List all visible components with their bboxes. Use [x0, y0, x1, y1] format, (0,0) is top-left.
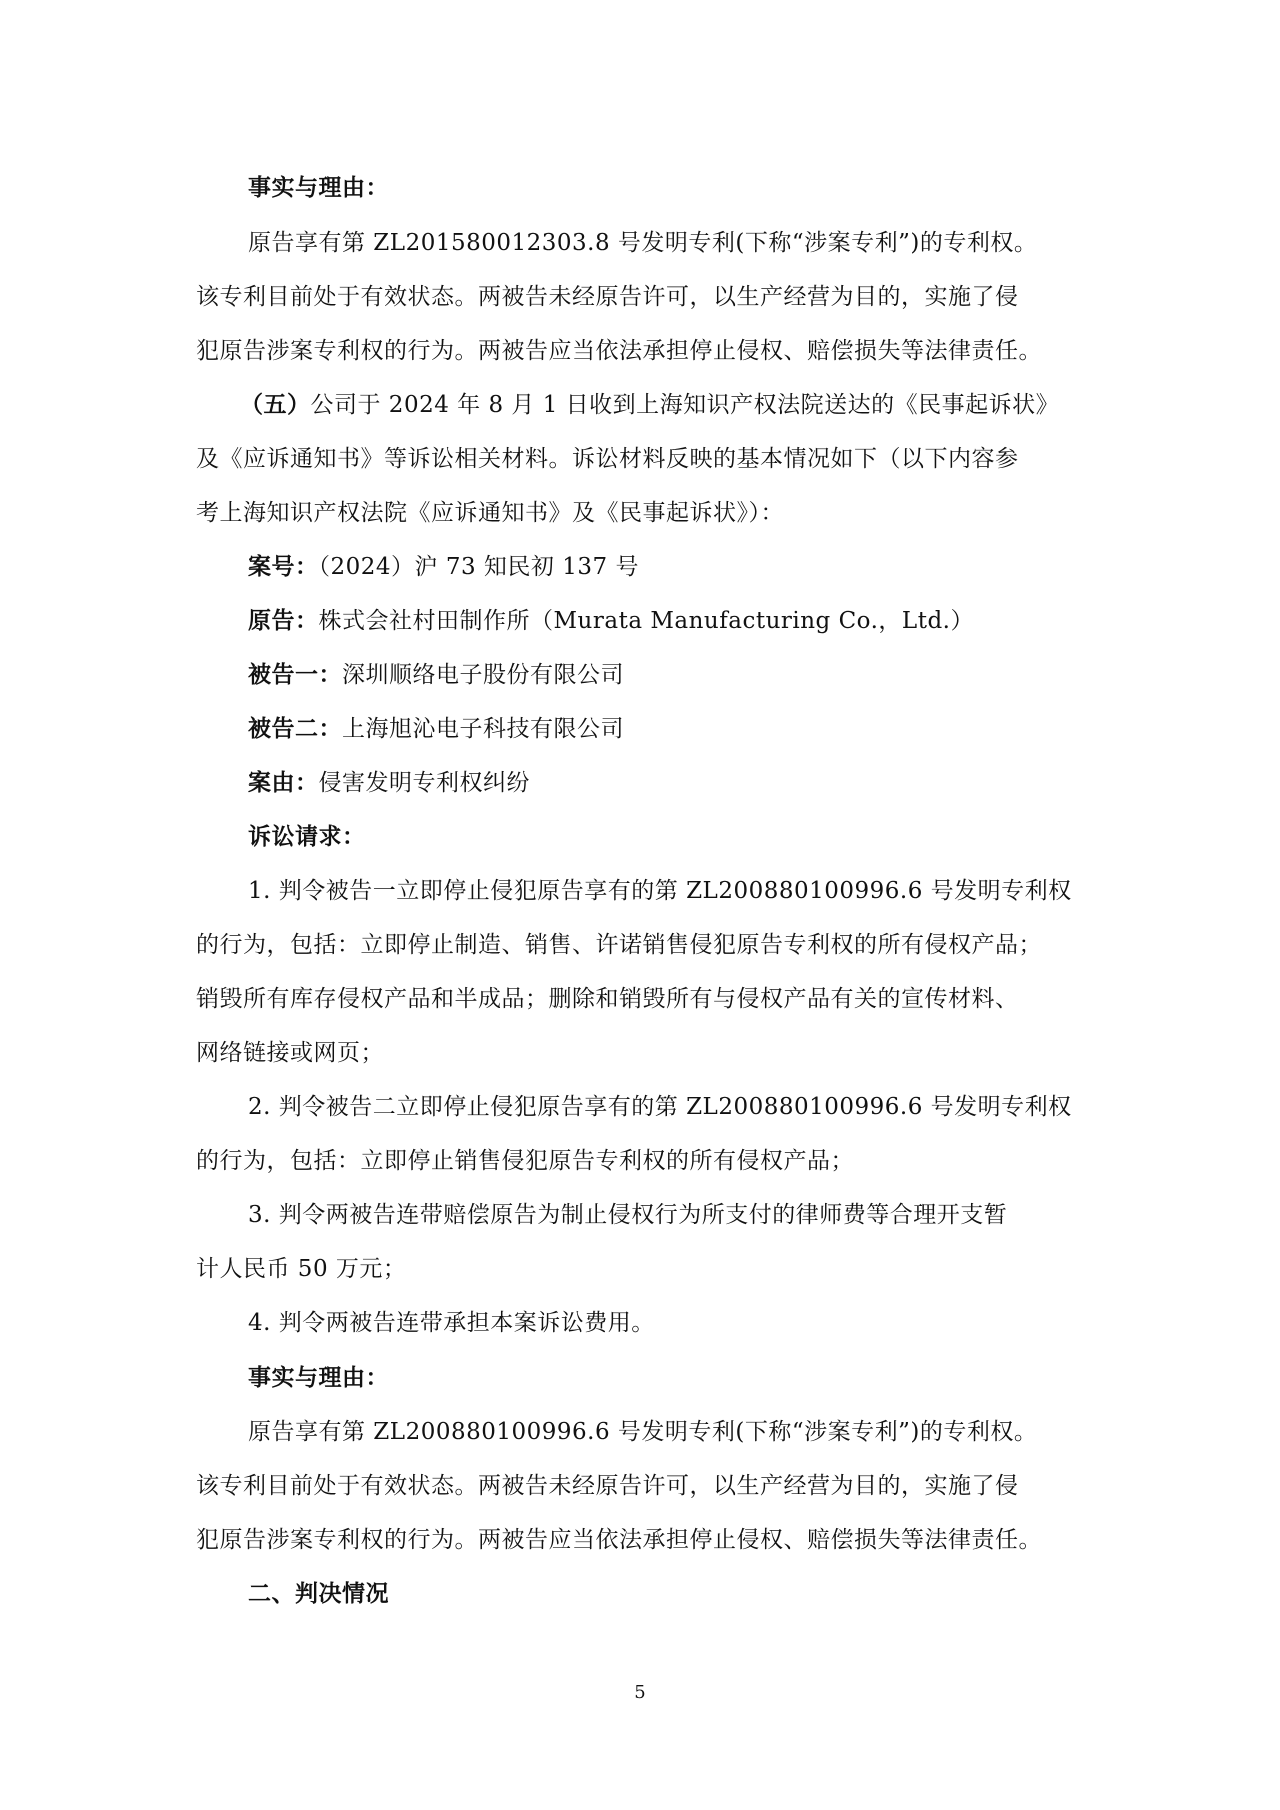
- defendant-two-label: 被告二：: [248, 716, 342, 742]
- section-marker: （五）: [240, 392, 311, 418]
- defendant-one: [248, 659, 1098, 691]
- plaintiff-value: 株式会社村田制作所（Murata Manufacturing Co.，Ltd.）: [318, 608, 974, 634]
- paragraph-line: 该专利目前处于有效状态。两被告未经原告许可，以生产经营为目的，实施了侵: [196, 1473, 1019, 1499]
- claim-line: 计人民币 50 万元；: [196, 1256, 407, 1282]
- paragraph-line: 及《应诉通知书》等诉讼相关材料。诉讼材料反映的基本情况如下（以下内容参: [196, 446, 1019, 472]
- defendant-one-label: 被告一：: [248, 662, 342, 688]
- claim-line: 的行为，包括：立即停止制造、销售、许诺销售侵犯原告专利权的所有侵权产品；: [196, 932, 1042, 958]
- paragraph-line: 犯原告涉案专利权的行为。两被告应当依法承担停止侵权、赔偿损失等法律责任。: [196, 338, 1042, 364]
- facts-heading: 事实与理由：: [248, 175, 389, 201]
- facts-heading: 事实与理由：: [248, 1365, 389, 1391]
- claim-line: 网络链接或网页；: [196, 1040, 384, 1066]
- notice-paragraph-first-line: [240, 389, 1140, 421]
- cause-value: 侵害发明专利权纠纷: [318, 770, 530, 796]
- paragraph-line: 考上海知识产权法院《应诉通知书》及《民事起诉状》）：: [196, 500, 784, 526]
- paragraph-line: 该专利目前处于有效状态。两被告未经原告许可，以生产经营为目的，实施了侵: [196, 284, 1019, 310]
- paragraph-line: 公司于 2024 年 8 月 1 日收到上海知识产权法院送达的《民事起诉状》: [310, 392, 1060, 418]
- cause-label: 案由：: [248, 770, 319, 796]
- case-number-label: 案号：: [248, 554, 319, 580]
- plaintiff: [248, 605, 1098, 637]
- paragraph-line: 原告享有第 ZL201580012303.8 号发明专利(下称“涉案专利”)的专利权。: [248, 230, 1038, 256]
- case-number-value: （2024）沪 73 知民初 137 号: [318, 554, 639, 580]
- claim-line: 3. 判令两被告连带赔偿原告为制止侵权行为所支付的律师费等合理开支暂: [248, 1202, 1008, 1228]
- cause-of-action: [248, 767, 1098, 799]
- claim-line: 的行为，包括：立即停止销售侵犯原告专利权的所有侵权产品；: [196, 1148, 854, 1174]
- defendant-one-value: 深圳顺络电子股份有限公司: [342, 662, 624, 688]
- claim-line: 销毁所有库存侵权产品和半成品；删除和销毁所有与侵权产品有关的宣传材料、: [196, 986, 1019, 1012]
- defendant-two-value: 上海旭沁电子科技有限公司: [342, 716, 624, 742]
- paragraph-line: 犯原告涉案专利权的行为。两被告应当依法承担停止侵权、赔偿损失等法律责任。: [196, 1527, 1042, 1553]
- claims-heading: 诉讼请求：: [248, 824, 366, 850]
- claim-line: 1. 判令被告一立即停止侵犯原告享有的第 ZL200880100996.6 号发明专利权: [248, 878, 1072, 904]
- claim-line: 4. 判令两被告连带承担本案诉讼费用。: [248, 1310, 655, 1336]
- defendant-two: [248, 713, 1098, 745]
- paragraph-line: 原告享有第 ZL200880100996.6 号发明专利(下称“涉案专利”)的专利权。: [248, 1419, 1038, 1445]
- page-number: 5: [634, 1682, 646, 1703]
- plaintiff-label: 原告：: [248, 608, 319, 634]
- case-number: [248, 551, 1098, 583]
- judgment-heading: 二、判决情况: [248, 1581, 389, 1607]
- claim-line: 2. 判令被告二立即停止侵犯原告享有的第 ZL200880100996.6 号发明专利权: [248, 1094, 1072, 1120]
